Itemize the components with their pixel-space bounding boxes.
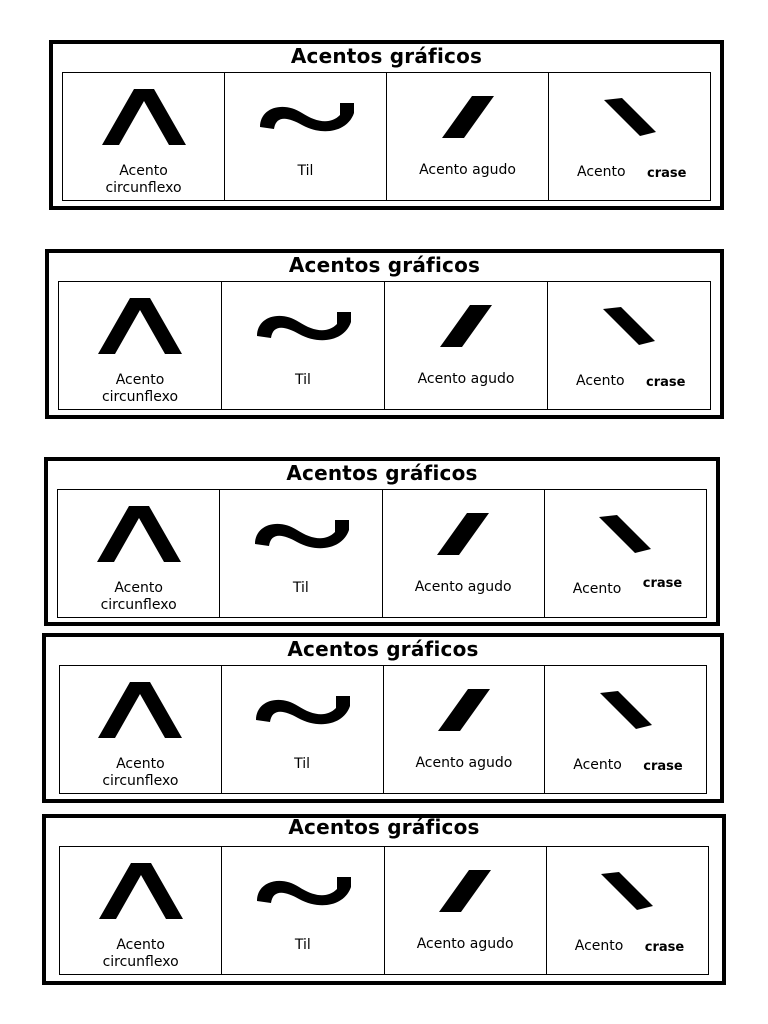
cell-acute — [387, 73, 549, 200]
cell-tilde — [222, 666, 384, 793]
card-title: Acentos gráficos — [286, 461, 478, 485]
cell-circumflex — [59, 282, 222, 409]
card-title: Acentos gráficos — [287, 637, 479, 661]
label-line: circunflexo — [100, 597, 177, 613]
grave-icon — [545, 678, 706, 742]
grave-icon — [549, 85, 710, 149]
card-title: Acentos gráficos — [288, 815, 480, 839]
circumflex-icon — [60, 859, 221, 923]
card-title: Acentos gráficos — [290, 44, 483, 68]
cell-circumflex — [58, 490, 220, 617]
label-line: circunflexo — [101, 389, 179, 405]
label-part: Acento — [573, 757, 622, 773]
grave-icon — [548, 294, 710, 358]
grave-icon — [547, 859, 708, 923]
accent-card — [49, 40, 724, 210]
label-line: Acento — [116, 937, 165, 953]
cell-acute — [384, 666, 546, 793]
label-part: Acento — [576, 373, 625, 389]
label-line: circunflexo — [102, 773, 179, 789]
circumflex-icon — [59, 294, 221, 358]
label-til: Til — [294, 756, 311, 772]
grave-icon — [545, 502, 706, 566]
cell-acute — [385, 282, 548, 409]
label-agudo: Acento agudo — [419, 162, 516, 178]
label-part: crase — [646, 375, 686, 390]
label-part: Acento — [577, 164, 626, 180]
cell-tilde — [225, 73, 387, 200]
accent-card — [42, 633, 724, 803]
cell-tilde — [222, 282, 385, 409]
label-circumflex — [59, 372, 221, 406]
cell-grave — [545, 666, 706, 793]
label-line: Acento — [115, 372, 165, 388]
circumflex-icon — [58, 502, 219, 566]
acute-icon — [385, 294, 547, 358]
accent-grid — [59, 665, 707, 794]
label-agudo: Acento agudo — [415, 755, 513, 771]
cell-acute — [383, 490, 545, 617]
cell-grave — [545, 490, 706, 617]
cell-acute — [385, 847, 547, 974]
label-circumflex — [58, 580, 219, 614]
label-line: Acento — [116, 756, 165, 772]
cell-grave — [548, 282, 710, 409]
label-line: circunflexo — [105, 180, 182, 196]
tilde-icon — [222, 678, 383, 742]
acute-icon — [384, 678, 545, 742]
tilde-icon — [220, 502, 381, 566]
acute-icon — [387, 85, 548, 149]
label-part: crase — [644, 940, 685, 955]
cell-tilde — [222, 847, 384, 974]
cell-circumflex — [63, 73, 225, 200]
acute-icon — [385, 859, 546, 923]
tilde-icon — [222, 859, 383, 923]
cell-tilde — [220, 490, 382, 617]
circumflex-icon — [63, 85, 224, 149]
label-part: crase — [642, 576, 683, 591]
label-line: Acento — [119, 163, 168, 179]
tilde-icon — [225, 85, 386, 149]
tilde-icon — [222, 294, 384, 358]
accent-grid — [57, 489, 707, 618]
cell-grave — [547, 847, 708, 974]
cell-circumflex — [60, 847, 222, 974]
label-agudo: Acento agudo — [417, 371, 515, 387]
label-part: crase — [647, 166, 687, 181]
accent-grid — [58, 281, 711, 410]
label-circumflex — [60, 937, 221, 971]
label-part: crase — [643, 759, 683, 774]
cell-circumflex — [60, 666, 222, 793]
label-til: Til — [292, 580, 309, 596]
label-part: Acento — [572, 581, 622, 597]
accent-grid — [59, 846, 709, 975]
acute-icon — [383, 502, 544, 566]
label-line: Acento — [114, 580, 163, 596]
label-line: circunflexo — [102, 954, 179, 970]
card-title: Acentos gráficos — [288, 253, 481, 277]
label-agudo: Acento agudo — [414, 579, 512, 595]
accent-card — [44, 457, 720, 626]
cell-grave — [549, 73, 710, 200]
label-til: Til — [294, 937, 311, 953]
circumflex-icon — [60, 678, 221, 742]
label-til: Til — [297, 163, 314, 179]
accent-grid — [62, 72, 711, 201]
label-part: Acento — [574, 938, 624, 954]
label-circumflex — [60, 756, 221, 790]
label-circumflex — [63, 163, 224, 197]
accent-card — [45, 249, 724, 419]
accent-card — [42, 814, 726, 985]
label-agudo: Acento agudo — [416, 936, 514, 952]
label-til: Til — [295, 372, 311, 388]
